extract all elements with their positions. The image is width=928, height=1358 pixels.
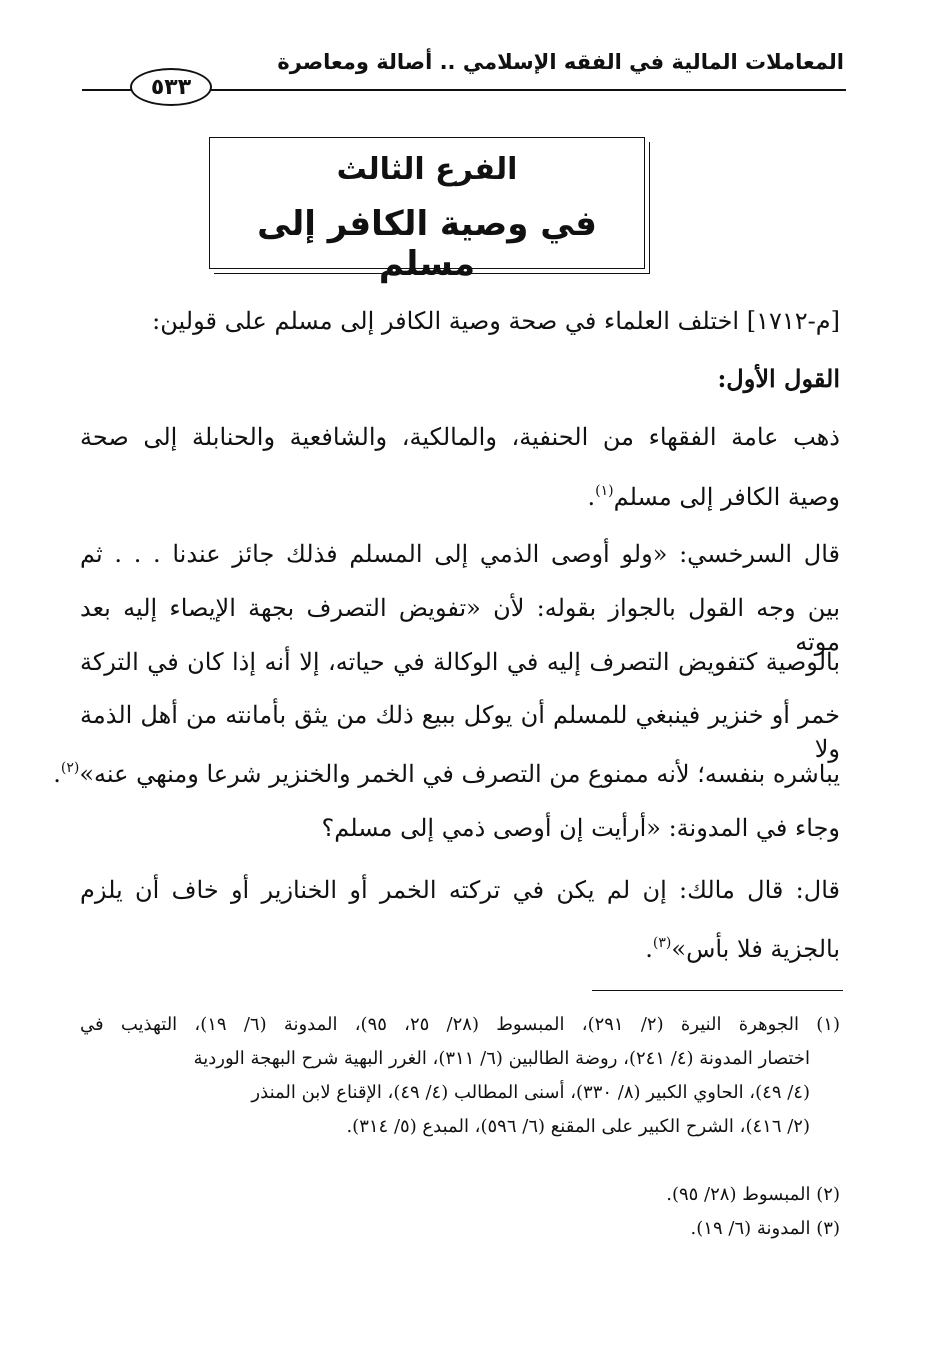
footnote-line: (١) الجوهرة النيرة (٢/ ٢٩١)، المبسوط (٢٨/ ٢٥، ٩٥)، المدونة (٦/ ١٩)، التهذيب في — [80, 1014, 840, 1035]
footnote-line: (٢) المبسوط (٢٨/ ٩٥). — [666, 1184, 840, 1205]
section-subtitle: في وصية الكافر إلى مسلم — [257, 204, 597, 284]
footnote-ref[interactable]: (١) — [595, 483, 614, 499]
footnote-ref[interactable]: (٣) — [652, 935, 672, 951]
paragraph-intro: [م-١٧١٢] اختلف العلماء في صحة وصية الكافر إلى مسلم على قولين: — [152, 307, 840, 335]
paragraph-line: خمر أو خنزير فينبغي للمسلم أن يوكل ببيع ذلك من يثق بأمانته من أهل الذمة ولا — [80, 701, 840, 763]
footnote-line: (٢/ ٤١٦)، الشرح الكبير على المقنع (٦/ ٥٩٦)، المبدع (٥/ ٣١٤). — [346, 1116, 810, 1137]
page-number: ٥٣٣ — [130, 68, 212, 106]
paragraph-line: بالجزية فلا بأس»$^{(٣)}$. — [645, 935, 840, 963]
section-title-frame — [209, 137, 645, 284]
running-head: المعاملات المالية في الفقه الإسلامي .. أصالة ومعاصرة — [277, 50, 844, 74]
paragraph-line: ذهب عامة الفقهاء من الحنفية، والمالكية، والشافعية والحنابلة إلى صحة — [80, 423, 840, 451]
paragraph-line: يباشره بنفسه؛ لأنه ممنوع من التصرف في الخمر والخنزير شرعا ومنهي عنه»$^{(٢)}$. — [53, 760, 840, 788]
paragraph-line: وجاء في المدونة: «أرأيت إن أوصى ذمي إلى مسلم؟ — [321, 814, 840, 842]
footnote-rule — [592, 990, 843, 991]
footnote-ref[interactable]: (٢) — [60, 760, 80, 776]
paragraph-line: بين وجه القول بالجواز بقوله: لأن «تفويض التصرف بجهة الإيصاء إليه بعد موته — [80, 594, 840, 656]
paragraph-line: وصية الكافر إلى مسلم$^{(١)}$. — [587, 483, 840, 511]
paragraph-line: قال السرخسي: «ولو أوصى الذمي إلى المسلم فذلك جائز عندنا . . . ثم — [80, 540, 840, 568]
footnote-line: (٤/ ٤٩)، الحاوي الكبير (٨/ ٣٣٠)، أسنى المطالب (٤/ ٤٩)، الإقناع لابن المنذر — [251, 1082, 810, 1103]
footnote-line: اختصار المدونة (٤/ ٢٤١)، روضة الطالبين (٦/ ٣١١)، الغرر البهية شرح البهجة الوردية — [193, 1048, 810, 1069]
section-title: الفرع الثالث — [336, 152, 518, 187]
heading-first-opinion: القول الأول: — [717, 364, 840, 393]
footnote-line: (٣) المدونة (٦/ ١٩). — [690, 1218, 840, 1239]
paragraph-line: قال: قال مالك: إن لم يكن في تركته الخمر أو الخنازير أو خاف أن يلزم — [80, 876, 840, 904]
paragraph-line: بالوصية كتفويض التصرف إليه في الوكالة في حياته، إلا أنه إذا كان في التركة — [80, 648, 840, 676]
